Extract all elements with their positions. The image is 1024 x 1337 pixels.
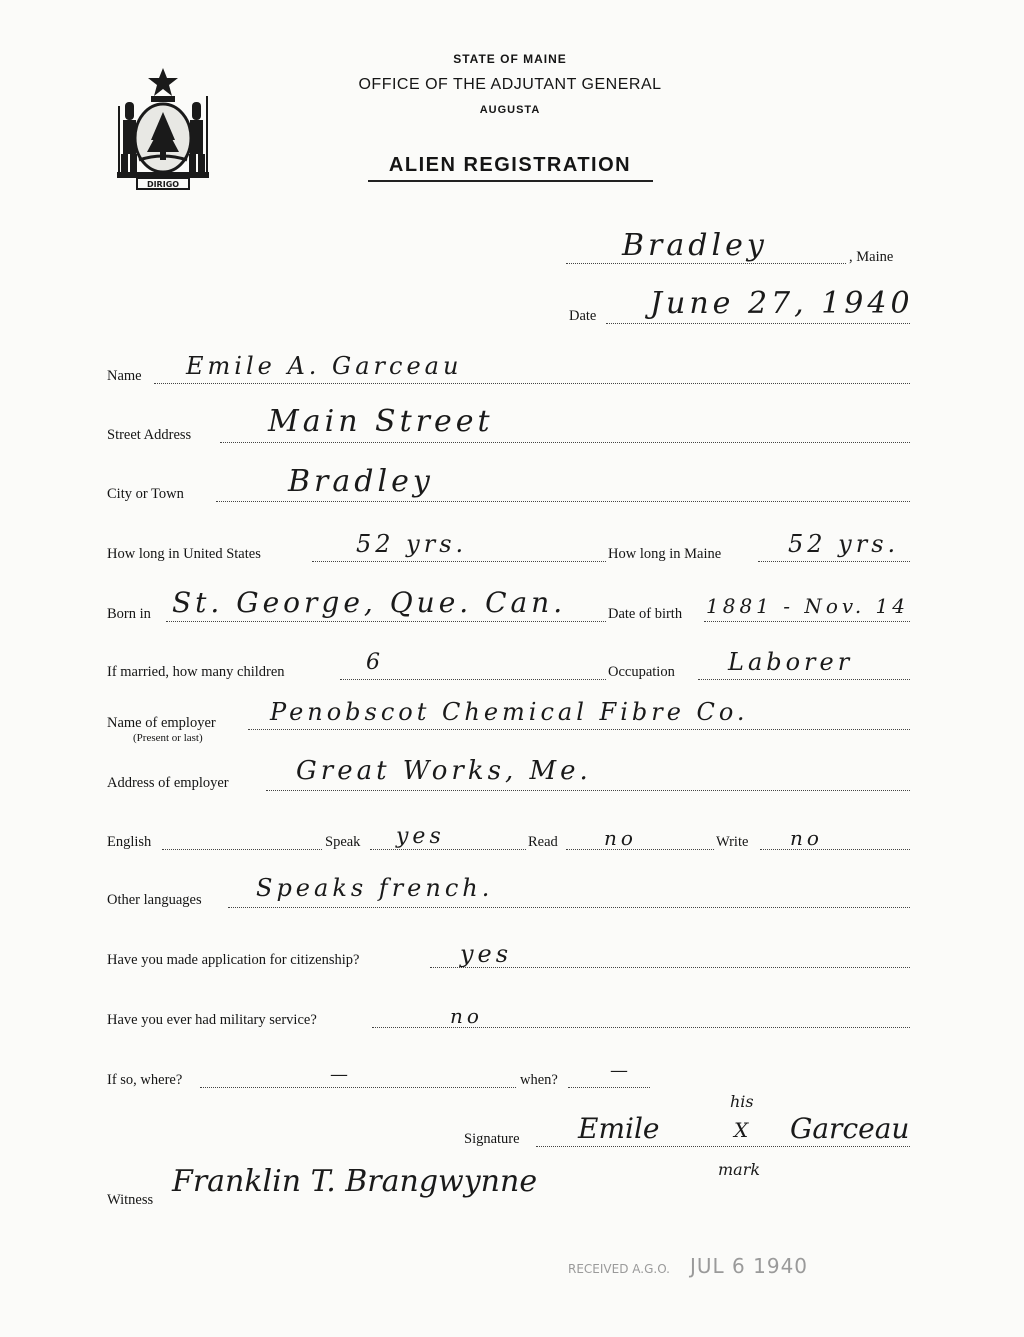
children-line: [340, 679, 606, 680]
us-line: [312, 561, 606, 562]
witness-label: Witness: [107, 1192, 154, 1208]
name-label: Name: [107, 368, 142, 384]
maine-duration-value: 52 yrs.: [788, 530, 900, 558]
born-line: [166, 621, 606, 622]
other-languages-value: Speaks french.: [256, 874, 494, 902]
city-value: Bradley: [288, 464, 434, 499]
town-value: Bradley: [622, 228, 768, 263]
form-title: ALIEN REGISTRATION: [388, 154, 632, 176]
employer-address-label: Address of employer: [107, 775, 229, 791]
dob-line: [704, 621, 910, 622]
speak-label: Speak: [325, 834, 361, 850]
date-value: June 27, 1940: [650, 286, 914, 321]
maine-duration-line: [758, 561, 910, 562]
citizenship-label: Have you made application for citizenship?: [107, 952, 360, 968]
born-value: St. George, Que. Can.: [172, 586, 567, 619]
town-line: [566, 263, 846, 264]
occupation-value: Laborer: [728, 648, 854, 676]
born-label: Born in: [107, 606, 151, 622]
read-value: no: [604, 826, 637, 850]
employer-value: Penobscot Chemical Fibre Co.: [270, 698, 749, 726]
where-value: —: [330, 1064, 352, 1085]
when-label: when?: [520, 1072, 558, 1088]
when-line: [568, 1087, 650, 1088]
write-label: Write: [716, 834, 749, 850]
header-city: AUGUSTA: [479, 104, 541, 116]
us-label: How long in United States: [107, 546, 261, 562]
employer-line: [248, 729, 910, 730]
header-state: STATE OF MAINE: [453, 52, 567, 66]
street-label: Street Address: [107, 427, 192, 443]
date-line: [606, 323, 910, 324]
occupation-label: Occupation: [608, 664, 675, 680]
dob-label: Date of birth: [608, 606, 683, 622]
maine-duration-label: How long in Maine: [608, 546, 722, 562]
write-value: no: [790, 826, 823, 850]
read-line: [566, 849, 714, 850]
citizenship-value: yes: [460, 940, 513, 968]
english-line: [162, 849, 322, 850]
other-languages-label: Other languages: [107, 892, 202, 908]
where-line: [200, 1087, 516, 1088]
employer-sublabel: (Present or last): [133, 732, 203, 744]
dob-value: 1881 - Nov. 14: [706, 594, 910, 618]
english-label: English: [107, 834, 152, 850]
signature-line: [536, 1146, 910, 1147]
seal-motto: DIRIGO: [146, 180, 180, 189]
speak-value: yes: [396, 824, 445, 849]
received-stamp-date: JUL 6 1940: [690, 1254, 809, 1278]
when-value: —: [610, 1060, 632, 1081]
state-seal-icon: [113, 66, 213, 191]
where-label: If so, where?: [107, 1072, 183, 1088]
occupation-line: [698, 679, 910, 680]
military-value: no: [450, 1004, 483, 1028]
employer-address-line: [266, 790, 910, 791]
other-languages-line: [228, 907, 910, 908]
children-value: 6: [366, 650, 384, 675]
read-label: Read: [528, 834, 558, 850]
street-value: Main Street: [268, 404, 494, 439]
signature-last: Garceau: [790, 1112, 910, 1145]
employer-address-value: Great Works, Me.: [296, 756, 592, 786]
us-value: 52 yrs.: [356, 530, 468, 558]
children-label: If married, how many children: [107, 664, 285, 680]
received-stamp-label: RECEIVED A.G.O.: [568, 1262, 670, 1276]
signature-first: Emile: [578, 1112, 660, 1145]
signature-his: his: [730, 1092, 754, 1111]
military-label: Have you ever had military service?: [107, 1012, 317, 1028]
signature-label: Signature: [464, 1131, 520, 1147]
signature-mark-word: mark: [718, 1160, 761, 1179]
employer-label: Name of employer: [107, 715, 216, 731]
witness-signature: Franklin T. Brangwynne: [172, 1164, 538, 1199]
street-line: [220, 442, 910, 443]
signature-mark: X: [734, 1118, 749, 1142]
city-label: City or Town: [107, 486, 184, 502]
write-line: [760, 849, 910, 850]
date-label: Date: [569, 308, 597, 324]
name-value: Emile A. Garceau: [186, 352, 463, 380]
name-line: [154, 383, 910, 384]
city-line: [216, 501, 910, 502]
header-office: OFFICE OF THE ADJUTANT GENERAL: [358, 76, 662, 93]
speak-line: [370, 849, 526, 850]
maine-label: , Maine: [849, 249, 894, 265]
title-underline: [368, 180, 653, 182]
